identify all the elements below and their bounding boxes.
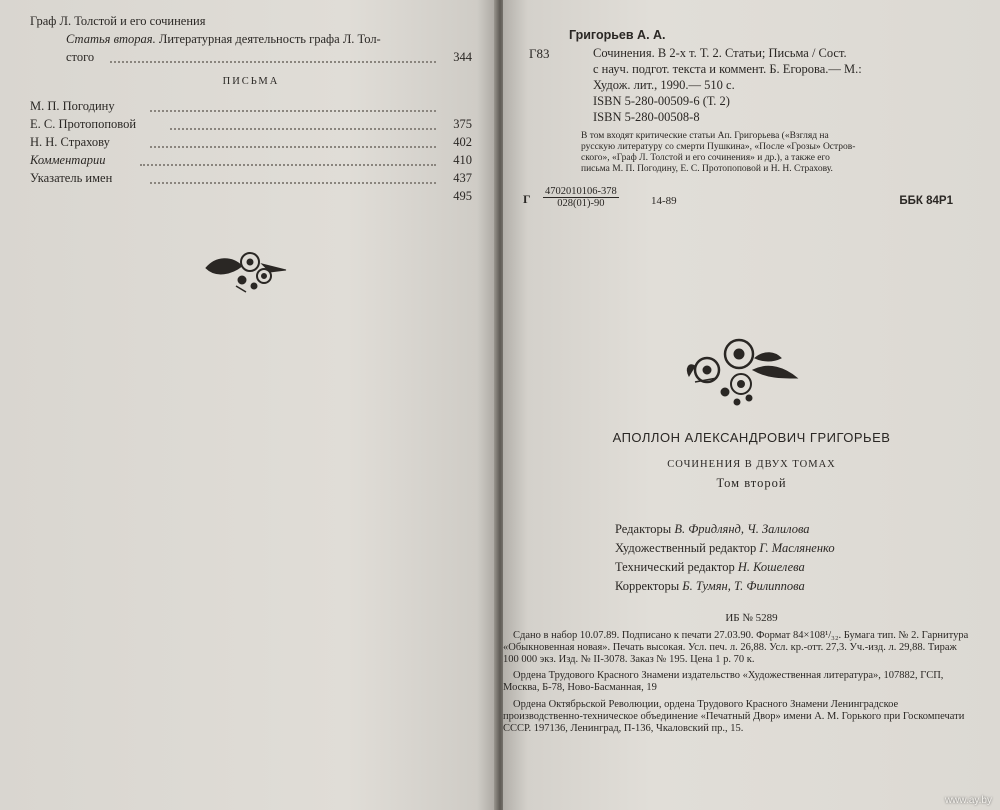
imprint-paragraph: Ордена Трудового Красного Знамени издательство «Художественная литература», 107882, ГСП, Москва, Б-78, Ново-Басманная, 19 (503, 670, 944, 694)
toc-page-number: 375 (453, 117, 472, 131)
credit-line (615, 577, 835, 596)
card-line: ISBN 5-280-00508-8 (593, 110, 700, 124)
section-title: ПИСЬМА (222, 76, 280, 87)
toc-entry (30, 187, 472, 205)
credits (615, 520, 835, 596)
credit-names: Б. Тумян, Т. Филиппова (682, 579, 805, 593)
flower-ornament-icon (681, 332, 799, 408)
toc-entry (30, 48, 472, 66)
credit-names: Н. Кошелева (737, 560, 805, 574)
credit-line (615, 558, 835, 577)
title-block (503, 430, 1000, 491)
index-fraction (543, 186, 619, 209)
toc-leader-dots (110, 61, 436, 63)
toc-entry-italic-text: Статья вторая. (66, 32, 156, 46)
left-page (0, 0, 497, 810)
toc-entry-text: М. П. Погодину (30, 99, 115, 113)
card-line: ISBN 5-280-00509-6 (Т. 2) (593, 94, 730, 108)
toc-page-number: 402 (453, 135, 472, 149)
credit-names: В. Фридлянд, Ч. Залилова (674, 522, 810, 536)
annotation-line: В том входят критические статьи Ап. Григорьева («Взгляд на (581, 131, 829, 141)
credit-role: Технический редактор (615, 560, 738, 574)
card-body (593, 45, 973, 125)
toc-page-number: 344 (453, 50, 472, 64)
imprint-paragraph: Сдано в набор 10.07.89. Подписано к печати 27.03.90. Формат 84×108¹/₃₂. Бумага тип. № 2. Гарнитура «Обыкновенная новая». Печать высокая. Усл. печ. л. 26,88. Усл. кр.-отт. 27,3. Уч.-изд. л. 29,88. Тираж 100 000 экз. Изд. № II-3078. Заказ № 195. Цена 1 р. 70 к. (503, 630, 969, 665)
right-page (503, 0, 1000, 810)
toc-entry-text: Литературная деятельность графа Л. Тол- (155, 32, 381, 46)
library-card (529, 28, 973, 175)
imprint-paragraph: Ордена Октябрьской Революции, ордена Трудового Красного Знамени Ленинградское производственно-техническое объединение «Печатный Двор» имени А. М. Горького при Госкомпечати СССР. 197136, Ленинград, П-136, Чкаловский пр., 15. (503, 698, 965, 734)
toc-entry-text: стого (66, 50, 95, 64)
toc-leader-dots (140, 164, 436, 166)
main-author: АПОЛЛОН АЛЕКСАНДРОВИЧ ГРИГОРЬЕВ (612, 430, 891, 445)
annotation-line: русскую литературу со смерти Пушкина», «После «Грозы» Остров- (581, 142, 856, 152)
toc-leader-dots (150, 110, 436, 112)
flower-ornament-icon (202, 246, 288, 294)
annotation-line: ского», «Граф Л. Толстой и его сочинения» и др.), а также его (581, 153, 830, 163)
card-code: Г83 (529, 46, 550, 61)
credit-role: Редакторы (615, 522, 675, 536)
watermark: www.ay.by (944, 795, 992, 806)
card-author: Григорьев А. А. (569, 28, 666, 42)
index-numerator: 4702010106-378 (545, 186, 617, 197)
credit-role: Художественный редактор (615, 541, 760, 555)
toc-entry-text: Комментарии (30, 153, 106, 167)
toc-entry (30, 151, 472, 169)
volume-title: Том второй (716, 476, 787, 490)
bbk-code: ББК 84Р1 (899, 195, 953, 207)
toc-entry-text: Граф Л. Толстой и его сочинения (30, 14, 206, 28)
toc-entry (30, 30, 472, 48)
annotation-line: письма М. П. Погодину, Е. С. Протопоповой и Н. Н. Страхову. (581, 164, 833, 174)
toc-leader-dots (150, 182, 436, 184)
card-line: Сочинения. В 2-х т. Т. 2. Статьи; Письма / Сост. (593, 46, 847, 60)
ib-number: ИБ № 5289 (725, 612, 778, 624)
credit-line (615, 520, 835, 539)
toc-entry (30, 12, 472, 30)
toc-entry (30, 115, 472, 133)
toc-entry (30, 169, 472, 187)
toc-entry (30, 97, 472, 115)
toc-entry-text: Н. Н. Страхову (30, 135, 110, 149)
index-suffix: 14-89 (651, 195, 677, 207)
toc-entry-text: Указатель имен (30, 171, 113, 185)
toc-page-number: 495 (453, 189, 472, 203)
toc-page-number: 410 (453, 153, 472, 167)
toc-entry (30, 133, 472, 151)
edition-subtitle: СОЧИНЕНИЯ В ДВУХ ТОМАХ (667, 459, 836, 470)
toc-leader-dots (150, 146, 436, 148)
index-letter: Г (523, 192, 531, 206)
card-line: Худож. лит., 1990.— 510 с. (593, 78, 735, 92)
imprint (503, 630, 973, 739)
card-annotation (581, 131, 973, 175)
toc-entry-text: Е. С. Протопоповой (30, 117, 137, 131)
card-line: с науч. подгот. текста и коммент. Б. Егорова.— М.: (593, 62, 862, 76)
credit-line (615, 539, 835, 558)
table-of-contents (30, 12, 472, 205)
index-denominator: 028(01)-90 (557, 198, 605, 209)
credit-role: Корректоры (615, 579, 683, 593)
credit-names: Г. Масляненко (759, 541, 835, 555)
toc-leader-dots (170, 128, 436, 130)
toc-page-number: 437 (453, 171, 472, 185)
